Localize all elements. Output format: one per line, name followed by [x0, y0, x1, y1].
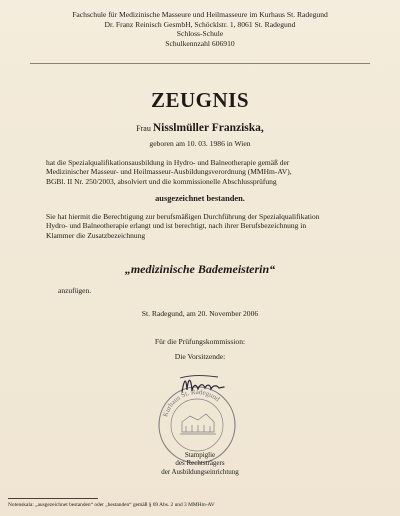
- qualification-title: „medizinische Bademeisterin“: [124, 262, 276, 276]
- footnote-divider: [8, 498, 98, 499]
- birth-line: geboren am 10. 03. 1986 in Wien: [149, 139, 251, 148]
- paragraph-line: Hydro- und Balneotherapie erlangt und ist berechtigt, nach ihrer Berufsbezeichnung in: [46, 221, 307, 231]
- stamp-caption-line: des Rechtsträgers: [175, 459, 225, 468]
- grading-footnote: Notenskala: „ausgezeichnet bestanden“ oder „bestanden“ gemäß § 69 Abs. 2 und 3 MMHm-AV: [8, 502, 215, 508]
- paragraph-line: BGBl. II Nr. 250/2003, absolviert und die kommissionelle Abschlussprüfung: [46, 176, 277, 186]
- school-header: [0, 10, 400, 48]
- paragraph-line: Sie hat hiermit die Berechtigung zur berufsmäßigen Durchführung der Spezialqualifikation: [46, 212, 320, 221]
- place-date: St. Radegund, am 20. November 2006: [141, 309, 259, 318]
- paragraph-line: hat die Spezialqualifikationsausbildung in Hydro- und Balneotherapie gemäß der: [46, 158, 290, 167]
- append-text: anzufügen.: [58, 286, 92, 295]
- chair-label: Die Vorsitzende:: [174, 352, 226, 361]
- header-line-2: Dr. Franz Reinisch GesmbH, Schöcklstr. 1, 8061 St. Radegund: [104, 19, 296, 29]
- exam-result: ausgezeichnet bestanden.: [155, 194, 245, 203]
- commission-label: Für die Prüfungskommission:: [154, 337, 246, 346]
- paragraph-line: Medizinischer Masseur- und Heilmasseur-Ausbildungsverordnung (MMHm-AV),: [46, 167, 292, 177]
- header-divider: [30, 63, 370, 64]
- header-line-1: Fachschule für Medizinische Masseure und Heilmasseure im Kurhaus St. Radegund: [72, 10, 328, 19]
- paragraph-line: Klammer die Zusatzbezeichnung: [46, 230, 146, 240]
- signature: [178, 370, 228, 400]
- seal-ring-text: Kurhaus St. Radegund: [161, 387, 222, 418]
- salutation: Frau: [136, 124, 151, 133]
- stamp-caption-line: der Ausbildungseinrichtung: [161, 467, 239, 476]
- certificate-title: ZEUGNIS: [150, 88, 250, 112]
- recipient-name: Nisslmüller Franziska,: [152, 122, 264, 134]
- paragraph-authorization: [46, 212, 366, 240]
- header-line-4: Schulkennzahl 606910: [165, 38, 235, 48]
- recipient-line: [0, 122, 400, 134]
- header-line-3: Schloss-Schule: [176, 29, 224, 39]
- stamp-caption-line: Stampiglie: [184, 451, 216, 459]
- stamp-caption: [0, 451, 400, 476]
- paragraph-training: [46, 158, 366, 186]
